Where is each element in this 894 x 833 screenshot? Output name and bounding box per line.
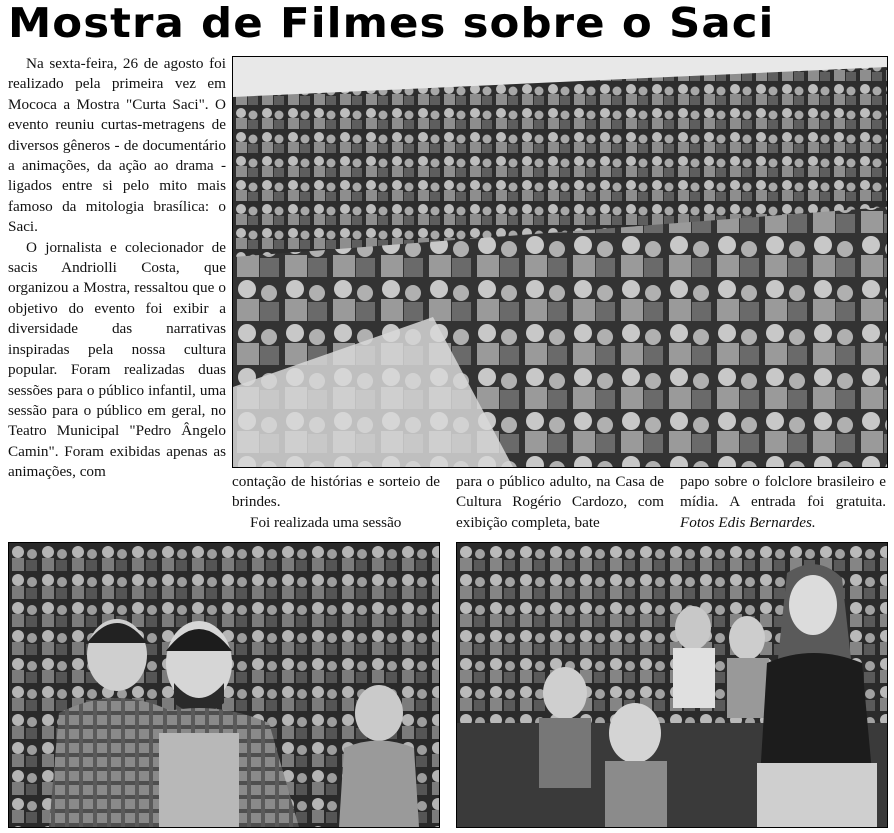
photo-credit: Fotos Edis Bernardes. — [680, 513, 816, 531]
paragraph-3-end — [680, 472, 886, 533]
article-column-2 — [232, 472, 440, 533]
photo-image — [233, 57, 887, 467]
paragraph-3: Foi realizada uma sessão — [250, 513, 402, 531]
article-column-3 — [456, 472, 664, 533]
auditorium-audience-photo — [232, 56, 888, 468]
photo-image — [457, 543, 887, 827]
paragraph-3-continued: para o público adulto, na Casa de Cultura Rogério Cardozo, com exibição completa, bate — [456, 473, 664, 531]
article-column-4 — [680, 472, 886, 533]
organizers-front-row-photo — [8, 542, 440, 828]
closing-text: papo sobre o folclore brasileiro e mídia. A entrada foi gratuita. — [680, 473, 886, 511]
article-column-1 — [8, 54, 226, 483]
paragraph-2: O jornalista e colecionador de sacis Andriolli Costa, que organizou a Mostra, ressaltou que o objetivo do evento foi exibir a diversidade das narrativas inspiradas pela nossa cultura popular. Foram realizadas duas sessões para o público infantil, uma sessão para o público em geral, no Teatro Municipal "Pedro Ângelo Camin". Foram exibidas apenas as animações, com — [8, 238, 226, 481]
paragraph-1: Na sexta-feira, 26 de agosto foi realizado pela primeira vez em Mococa a Mostra "Curta Saci". O evento reuniu curtas-metragens de diversos gêneros - de documentário a animações, da ação ao drama - ligados entre si pelo mito mais famoso da mitologia brasílica: o Saci. — [8, 55, 226, 236]
photo-image — [9, 543, 439, 827]
woman-with-children-photo — [456, 542, 888, 828]
paragraph-2-continued: contação de histórias e sorteio de brindes. — [232, 473, 440, 511]
headline: Mostra de Filmes sobre o Saci — [8, 0, 775, 47]
